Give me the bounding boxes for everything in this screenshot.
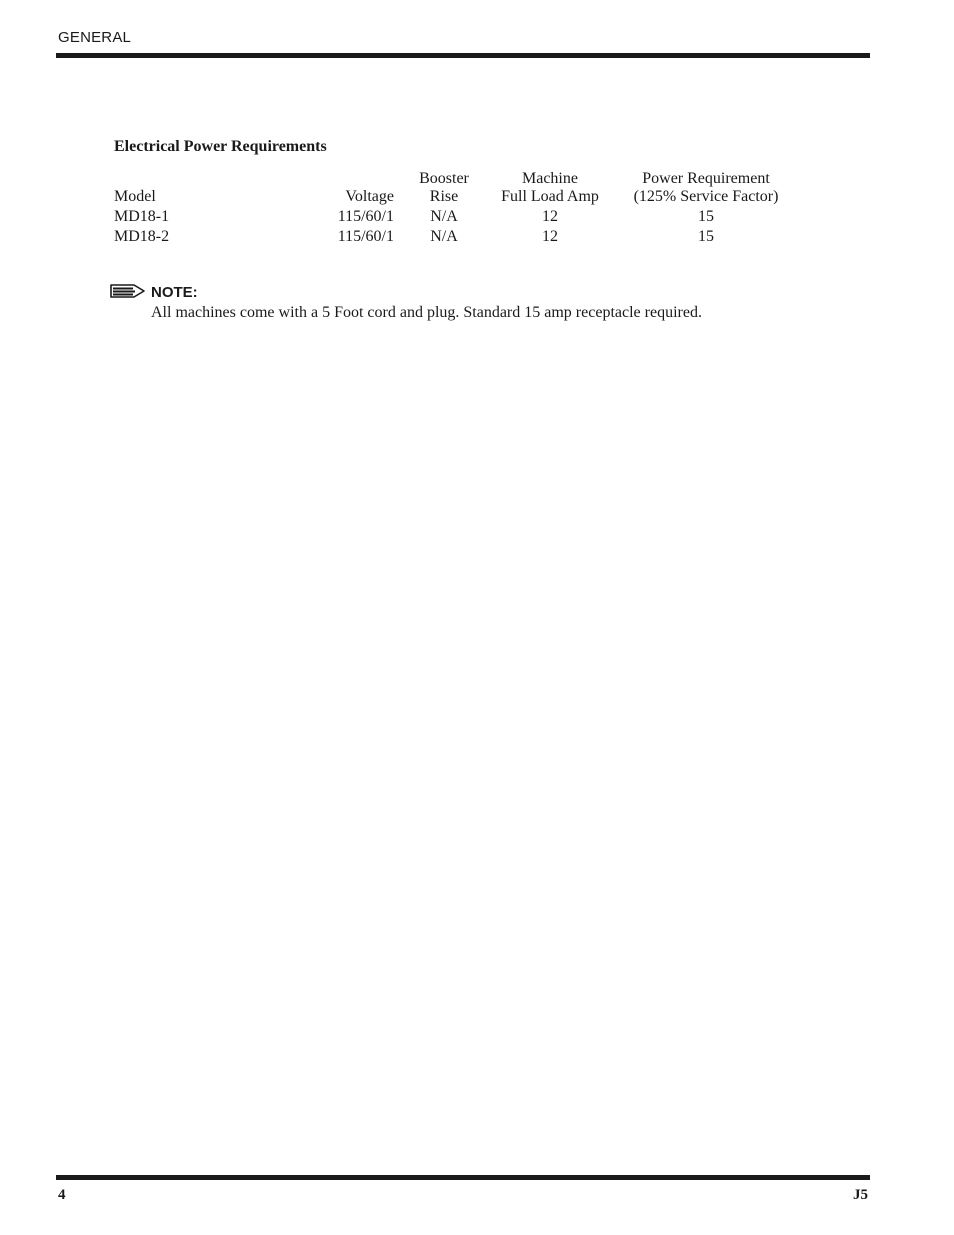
header-model: Model — [114, 188, 156, 205]
header-voltage: Voltage — [345, 188, 394, 205]
cell-full-load-amp: 12 — [542, 208, 558, 225]
header-booster-top: Booster — [419, 170, 469, 187]
table-row — [114, 228, 794, 248]
note-pencil-icon — [110, 283, 146, 299]
note-label: NOTE: — [151, 284, 198, 301]
table-header-row — [114, 170, 794, 188]
section-header-label: GENERAL — [58, 29, 132, 46]
header-power-top: Power Requirement — [642, 170, 770, 187]
header-service-factor: (125% Service Factor) — [633, 188, 779, 205]
header-machine-top: Machine — [522, 170, 578, 187]
cell-booster-rise: N/A — [430, 208, 458, 225]
footer-rule — [56, 1175, 870, 1180]
page-number: 4 — [58, 1187, 66, 1203]
table-header-row — [114, 188, 794, 208]
cell-booster-rise: N/A — [430, 228, 458, 245]
header-rule — [56, 53, 870, 58]
note-text: All machines come with a 5 Foot cord and plug. Standard 15 amp receptacle required. — [151, 304, 702, 321]
document-code: J5 — [853, 1187, 868, 1203]
cell-voltage: 115/60/1 — [337, 228, 394, 245]
section-title: Electrical Power Requirements — [114, 138, 327, 155]
cell-power-requirement: 15 — [698, 228, 714, 245]
cell-voltage: 115/60/1 — [337, 208, 394, 225]
table-row — [114, 208, 794, 228]
cell-model: MD18-2 — [114, 228, 170, 245]
cell-power-requirement: 15 — [698, 208, 714, 225]
cell-full-load-amp: 12 — [542, 228, 558, 245]
cell-model: MD18-1 — [114, 208, 170, 225]
header-booster-rise: Rise — [429, 188, 459, 205]
header-full-load-amp: Full Load Amp — [501, 188, 599, 205]
power-requirements-table — [114, 170, 794, 248]
